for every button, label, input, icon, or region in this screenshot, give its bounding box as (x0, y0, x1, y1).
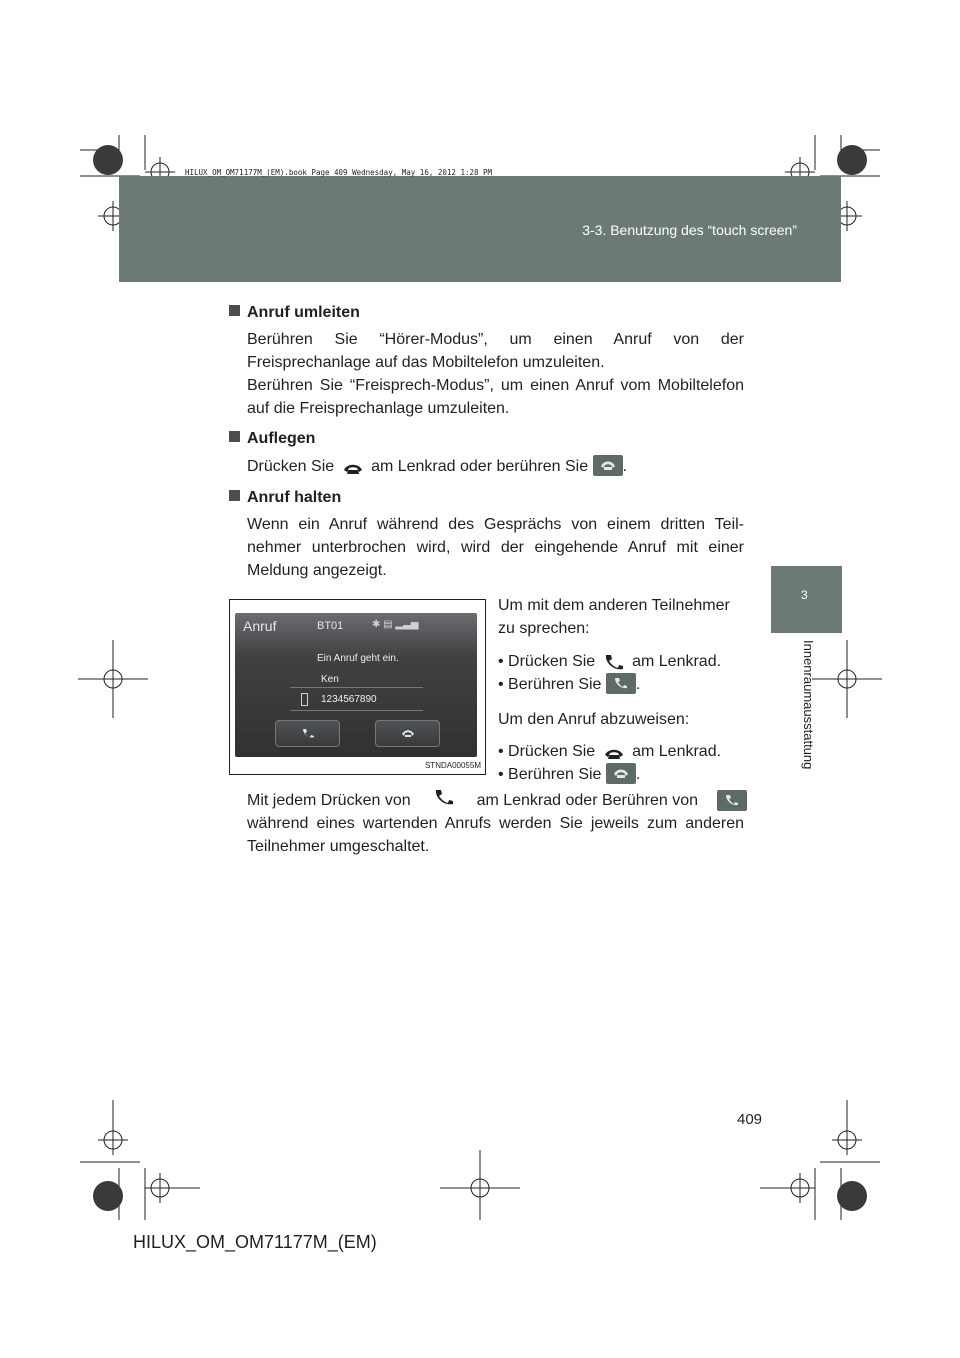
mobile-phone-icon (301, 693, 308, 706)
screenshot-figure (229, 599, 486, 775)
square-bullet-icon (229, 490, 240, 501)
book-info-line: HILUX_OM_OM71177M_(EM).book Page 409 Wednesday, May 16, 2012 1:28 PM (185, 168, 493, 177)
screen-title: Anruf (243, 618, 277, 634)
paragraph: Berühren Sie “Freisprech-Modus”, um einen Anruf vom Mobiltelefon auf die Freisprechanlage umzuleiten. (247, 377, 744, 417)
chapter-number: 3 (801, 588, 808, 602)
chapter-label-container (798, 640, 818, 790)
square-bullet-icon (229, 305, 240, 316)
off-hook-icon (433, 789, 455, 812)
section-title: 3-3. Benutzung des “touch screen” (582, 222, 797, 238)
incoming-message: Ein Anruf geht ein. (317, 653, 399, 664)
footer-doc-id: HILUX_OM_OM71177M_(EM) (133, 1232, 377, 1252)
chapter-tab (771, 566, 842, 633)
caller-name: Ken (321, 674, 339, 685)
hang-up-icon (342, 459, 364, 482)
talk-intro: Um mit dem anderen Teilnehmer zu sprechen: (498, 597, 730, 637)
incoming-call-screen (235, 613, 477, 757)
device-name: BT01 (317, 620, 344, 632)
list-item: • Drücken Sie am Lenkrad. (498, 650, 721, 677)
answer-button (275, 720, 340, 747)
switch-call-button-icon (717, 790, 747, 811)
paragraph: Wenn ein Anruf während des Gesprächs von einem dritten Teil-nehmer unterbrochen wird, wird der eingehende Anruf mit einer Meldung angezeigt. (247, 516, 744, 579)
image-id: STNDA00055M (424, 761, 481, 770)
switch-call-button-icon (606, 673, 636, 694)
hang-up-button-icon (593, 455, 623, 476)
divider (290, 710, 423, 711)
paragraph: Drücken Sie am Lenkrad oder berühren Sie . (247, 455, 627, 482)
hang-up-button-icon (606, 763, 636, 784)
final-paragraph: Mit jedem Drücken von am Lenkrad oder Berühren von während eines wartenden Anrufs werden Sie jeweils zum anderen Teilnehmer umgeschaltet. (247, 789, 747, 858)
reject-intro: Um den Anruf abzuweisen: (498, 711, 690, 728)
heading-anruf-umleiten: Anruf umleiten (229, 304, 360, 322)
header-band (119, 176, 841, 282)
chapter-label: Innenraumausstattung (801, 640, 816, 770)
reject-button (375, 720, 440, 747)
list-item: • Berühren Sie . (498, 673, 640, 696)
square-bullet-icon (229, 431, 240, 442)
list-item: • Berühren Sie . (498, 763, 640, 786)
heading-anruf-halten: Anruf halten (229, 489, 341, 507)
paragraph: Berühren Sie “Hörer-Modus”, um einen Anruf von der Freisprechanlage auf das Mobiltelefon umzuleiten. (247, 331, 744, 371)
divider (290, 687, 423, 688)
heading-auflegen: Auflegen (229, 430, 315, 448)
caller-number: 1234567890 (321, 694, 377, 705)
list-item: • Drücken Sie am Lenkrad. (498, 740, 721, 767)
status-icons: ✱ ▤ ▂▃▅ (372, 619, 419, 630)
page-number: 409 (737, 1111, 763, 1128)
